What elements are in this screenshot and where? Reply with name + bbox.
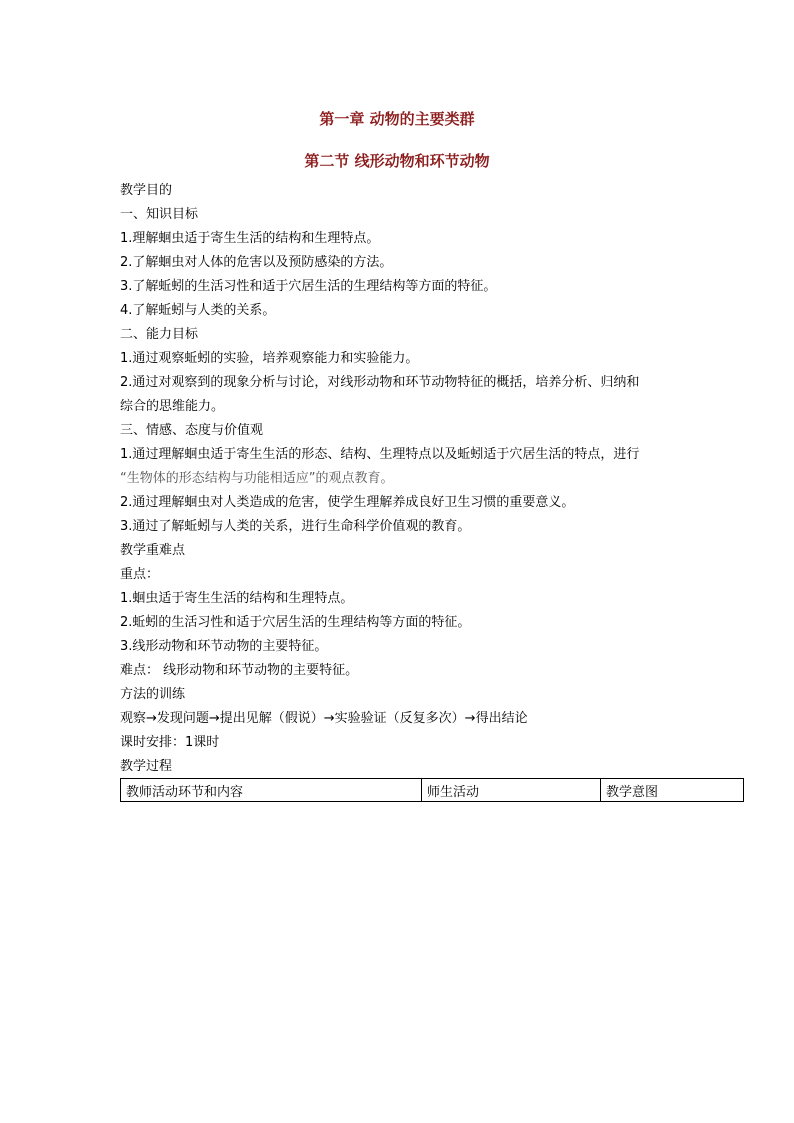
knowledge-goal-1: 1.理解蛔虫适于寄生生活的结构和生理特点。 bbox=[120, 231, 380, 246]
teaching-process-table bbox=[120, 778, 744, 802]
table-header-cell: 教师活动环节和内容 bbox=[121, 779, 422, 802]
heading-ability-goals: 二、能力目标 bbox=[120, 327, 199, 342]
emotion-goal-2: 2.通过理解蛔虫对人类造成的危害，使学生理解养成良好卫生习惯的重要意义。 bbox=[120, 495, 575, 510]
heading-key-difficult-points: 教学重难点 bbox=[120, 543, 186, 558]
knowledge-goal-3: 3.了解蚯蚓的生活习性和适于穴居生活的生理结构等方面的特征。 bbox=[120, 279, 497, 294]
heading-knowledge-goals: 一、知识目标 bbox=[120, 207, 199, 222]
table-header-cell: 教学意图 bbox=[601, 779, 744, 802]
table-header-cell: 师生活动 bbox=[422, 779, 601, 802]
heading-emotion-attitude-values: 三、情感、态度与价值观 bbox=[120, 423, 264, 438]
key-points-label: 重点： bbox=[120, 567, 160, 582]
chapter-title: 第一章 动物的主要类群 bbox=[319, 110, 475, 128]
heading-method-training: 方法的训练 bbox=[120, 687, 186, 702]
section-title: 第二节 线形动物和环节动物 bbox=[304, 152, 490, 170]
difficult-point: 难点： 线形动物和环节动物的主要特征。 bbox=[120, 663, 359, 678]
method-flow: 观察→发现问题→提出见解（假说）→实验验证（反复多次）→得出结论 bbox=[120, 711, 528, 726]
emotion-goal-1-continued: “生物体的形态结构与功能相适应”的观点教育。 bbox=[120, 471, 394, 486]
ability-goal-2: 2.通过对观察到的现象分析与讨论，对线形动物和环节动物特征的概括，培养分析、归纳和 bbox=[120, 375, 640, 390]
knowledge-goal-2: 2.了解蛔虫对人体的危害以及预防感染的方法。 bbox=[120, 255, 393, 270]
ability-goal-2-continued: 综合的思维能力。 bbox=[120, 399, 225, 414]
heading-teaching-process: 教学过程 bbox=[120, 759, 173, 774]
class-hours: 课时安排：1课时 bbox=[120, 735, 220, 750]
key-point-1: 1.蛔虫适于寄生生活的结构和生理特点。 bbox=[120, 591, 354, 606]
key-point-3: 3.线形动物和环节动物的主要特征。 bbox=[120, 639, 328, 654]
ability-goal-1: 1.通过观察蚯蚓的实验，培养观察能力和实验能力。 bbox=[120, 351, 419, 366]
heading-teaching-purpose: 教学目的 bbox=[120, 183, 173, 198]
emotion-goal-3: 3.通过了解蚯蚓与人类的关系，进行生命科学价值观的教育。 bbox=[120, 519, 471, 534]
emotion-goal-1: 1.通过理解蛔虫适于寄生生活的形态、结构、生理特点以及蚯蚓适于穴居生活的特点，进行 bbox=[120, 447, 640, 462]
key-point-2: 2.蚯蚓的生活习性和适于穴居生活的生理结构等方面的特征。 bbox=[120, 615, 471, 630]
table-header-row bbox=[121, 779, 744, 802]
knowledge-goal-4: 4.了解蚯蚓与人类的关系。 bbox=[120, 303, 276, 318]
